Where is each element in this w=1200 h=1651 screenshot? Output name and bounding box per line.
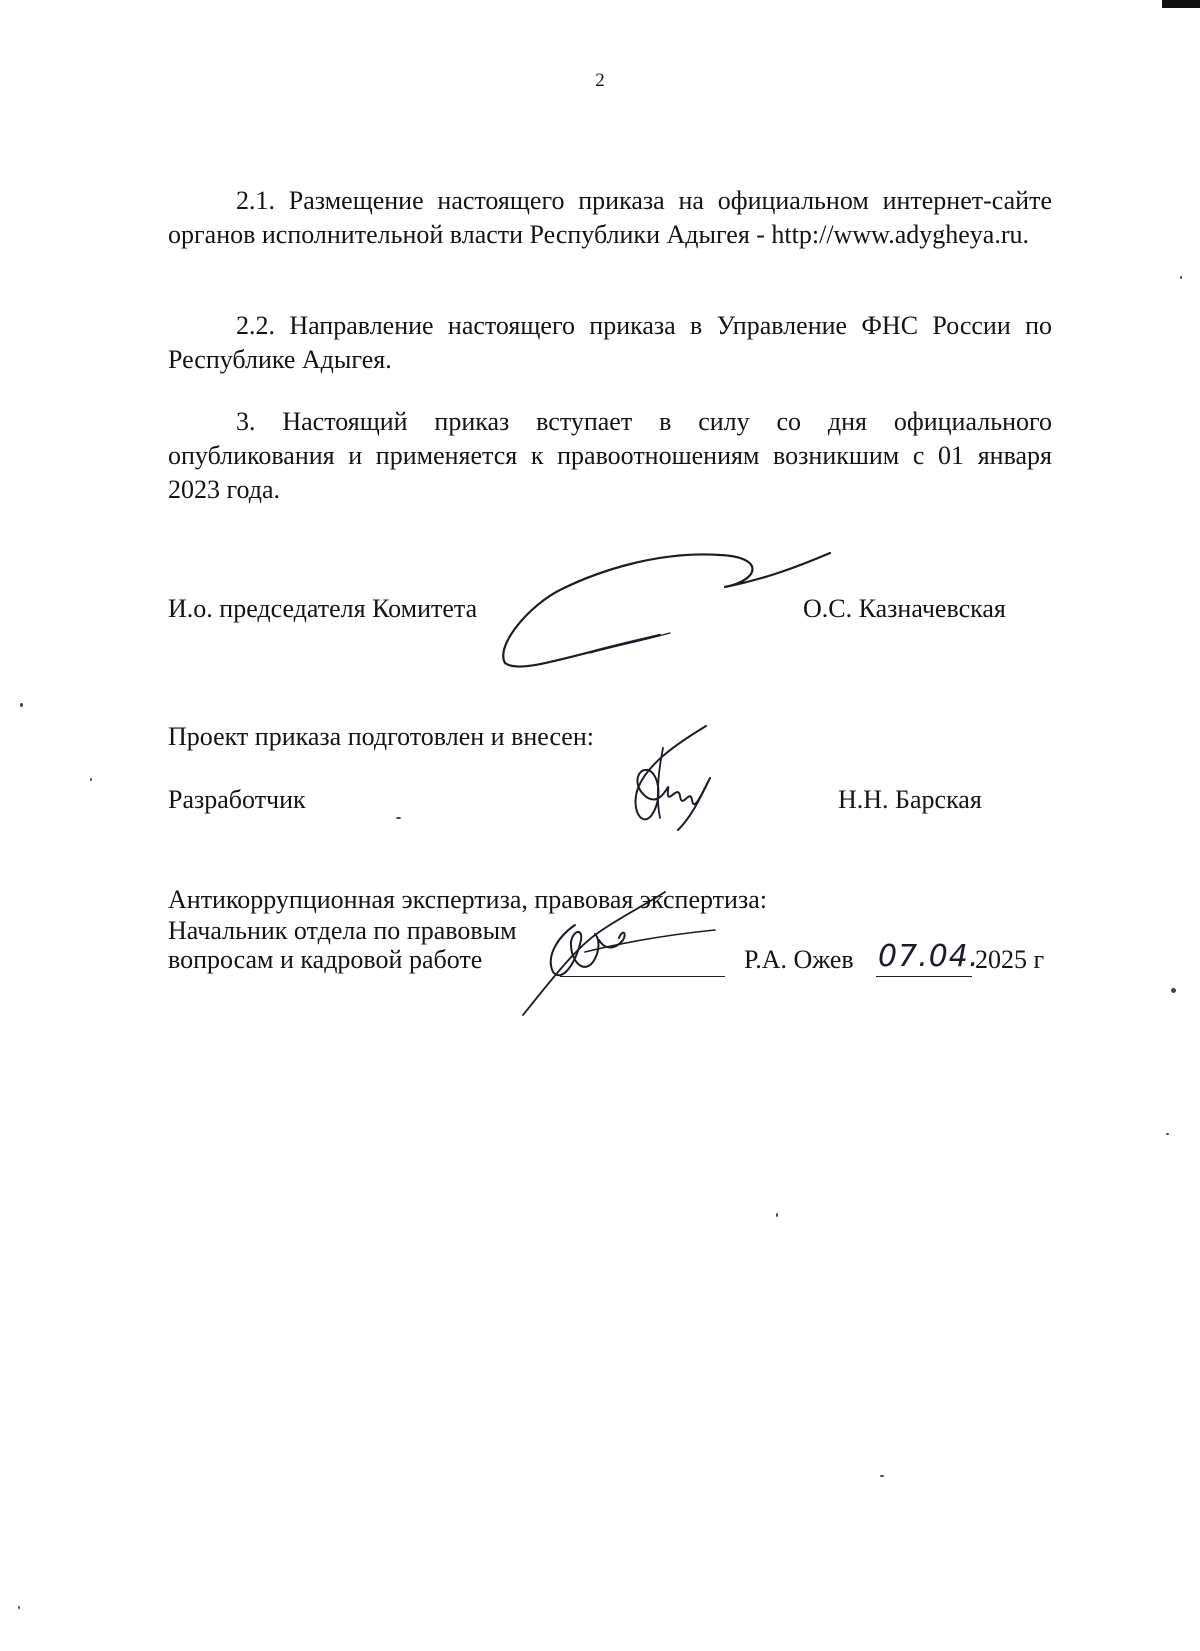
handwritten-date: 07.04.	[878, 939, 980, 974]
scan-speck	[1180, 276, 1182, 279]
page-number: 2	[595, 70, 605, 91]
scan-speck	[1166, 1133, 1169, 1135]
legal-year: 2025 г	[975, 945, 1045, 974]
legal-signature	[515, 880, 725, 1020]
chair-name: О.С. Казначевская	[803, 594, 1006, 623]
scan-speck	[18, 1606, 20, 1609]
scan-speck	[880, 1475, 884, 1477]
paragraph-2-1: 2.1. Размещение настоящего приказа на официальном интернет-сайте органов исполнительной власти Республики Адыгея - http://www.adygheya.ru.	[168, 186, 1052, 249]
scan-speck	[90, 778, 92, 781]
developer-title: Разработчик	[168, 785, 306, 814]
scan-edge-mark	[1162, 0, 1200, 8]
legal-title-line2: вопросам и кадровой работе	[168, 945, 483, 974]
chair-title: И.о. председателя Комитета	[168, 594, 478, 623]
expertise-heading: Антикоррупционная экспертиза, правовая экспертиза:	[168, 885, 767, 914]
scan-speck	[20, 703, 23, 707]
scan-speck	[776, 1213, 778, 1217]
draft-heading: Проект приказа подготовлен и внесен:	[168, 722, 594, 751]
developer-signature	[618, 718, 738, 833]
date-underline	[876, 976, 972, 977]
paragraph-2-2: 2.2. Направление настоящего приказа в Управление ФНС России по Республике Адыгея.	[168, 311, 1052, 374]
developer-name: Н.Н. Барская	[838, 785, 982, 814]
chair-signature	[490, 545, 840, 675]
scan-speck	[396, 817, 401, 819]
paragraph-3: 3. Настоящий приказ вступает в силу со дня официального опубликования и применяется к правоотношениям возникшим с 01 января 2023 года.	[168, 407, 1052, 504]
legal-title-line1: Начальник отдела по правовым	[168, 916, 517, 945]
legal-name: Р.А. Ожев	[744, 945, 854, 974]
scan-speck	[1171, 988, 1176, 993]
